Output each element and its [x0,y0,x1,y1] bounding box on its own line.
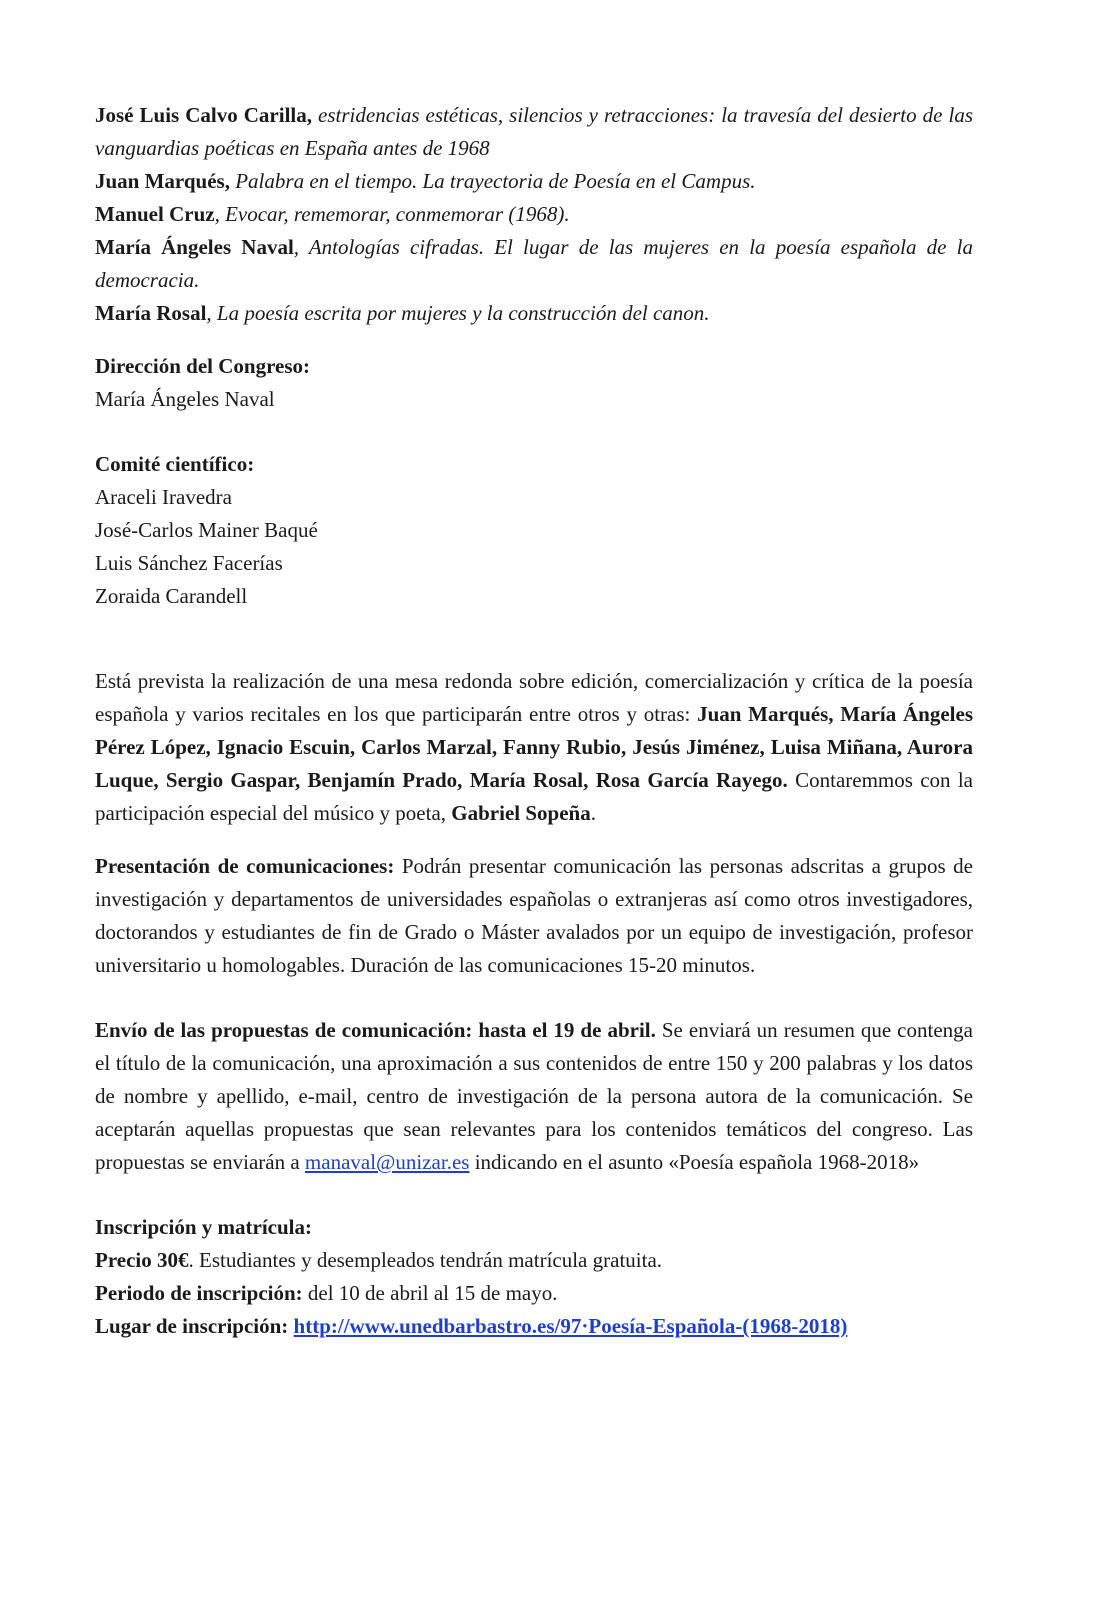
speaker-entry [95,99,973,165]
speaker-name: Juan Marqués, [95,169,230,193]
direccion-name: María Ángeles Naval [95,387,275,411]
mesa-special: Contaremmos con la participación especial del músico y poeta, [95,768,973,825]
speaker-name: José Luis Calvo Carilla, [95,103,313,127]
speaker-talk-title: estridencias estéticas, silencios y retracciones: la travesía del desierto de las vanguardias poéticas en España antes de 1968 [95,103,973,160]
speaker-entry [95,165,973,198]
lugar-label: Lugar de inscripción: [95,1314,289,1338]
precio-text: . Estudiantes y desempleados tendrán matrícula gratuita. [188,1248,663,1272]
mesa-poets: Juan Marqués, María Ángeles Pérez López, Ignacio Escuin, Carlos Marzal, Fanny Rubio, Jesús Jiménez, Luisa Miñana, Aurora Luque, Sergio Gaspar, Benjamín Prado, María Rosal, Rosa García Rayego. [95,702,973,792]
envio-heading: Envío de las propuestas de comunicación: hasta el 19 de abril. [95,1018,656,1042]
periodo-line [95,1277,973,1310]
speaker-name: María Rosal [95,301,207,325]
speaker-name: Manuel Cruz [95,202,215,226]
comunicaciones-heading: Presentación de comunicaciones: [95,854,395,878]
envio-text: Se enviará un resumen que contenga el título de la comunicación, una aproximación a sus contenidos de entre 150 y 200 palabras y los datos de nombre y apellido, e-mail, centro de investigación de la persona autora de la comunicación. Se aceptarán aquellas propuestas que sean relevantes para los contenidos temáticos del congreso. Las propuestas se enviarán a [95,1018,973,1174]
email-link[interactable]: manaval@unizar.es [304,1150,470,1174]
comite-member: Luis Sánchez Facerías [95,551,283,575]
speaker-entry [95,297,973,330]
periodo-label: Periodo de inscripción: [95,1281,303,1305]
lugar-line [95,1310,973,1343]
speaker-name: María Ángeles Naval [95,235,294,259]
speaker-talk-title: , La poesía escrita por mujeres y la construcción del canon. [206,301,710,325]
document-content [95,99,973,1343]
comite-member: José-Carlos Mainer Baqué [95,518,318,542]
mesa-intro: Está prevista la realización de una mesa redonda sobre edición, comercialización y crítica de la poesía española y varios recitales en los que participarán entre otros y otras: [95,669,973,726]
speaker-talk-title: , Evocar, rememorar, conmemorar (1968). [214,202,570,226]
speaker-entry [95,198,973,231]
comite-member: Araceli Iravedra [95,485,232,509]
envio-paragraph [95,1014,973,1179]
speaker-talk-title: Palabra en el tiempo. La trayectoria de Poesía en el Campus. [229,169,756,193]
speaker-entry [95,231,973,297]
comite-heading: Comité científico: [95,452,255,476]
inscripcion-heading: Inscripción y matrícula: [95,1215,312,1239]
inscripcion-url-link[interactable]: http://www.unedbarbastro.es/97·Poesía-Española-(1968-2018) [293,1314,848,1338]
direccion-heading: Dirección del Congreso: [95,354,311,378]
speaker-talk-title: , Antologías cifradas. El lugar de las mujeres en la poesía española de la democracia. [95,235,973,292]
periodo-text: del 10 de abril al 15 de mayo. [302,1281,558,1305]
precio-label: Precio 30€ [95,1248,189,1272]
mesa-end: . [590,801,596,825]
mesa-redonda-paragraph [95,665,973,830]
comunicaciones-text: Podrán presentar comunicación las personas adscritas a grupos de investigación y departamentos de universidades españolas o extranjeras así como otros investigadores, doctorandos y estudiantes de fin de Grado o Máster avalados por un equipo de investigación, profesor universitario u homologables. Duración de las comunicaciones 15-20 minutos. [95,854,973,977]
precio-line [95,1244,973,1277]
comunicaciones-paragraph [95,850,973,982]
mesa-special-name: Gabriel Sopeña [451,801,591,825]
comite-member: Zoraida Carandell [95,584,248,608]
envio-text-end: indicando en el asunto «Poesía española 1968-2018» [469,1150,920,1174]
